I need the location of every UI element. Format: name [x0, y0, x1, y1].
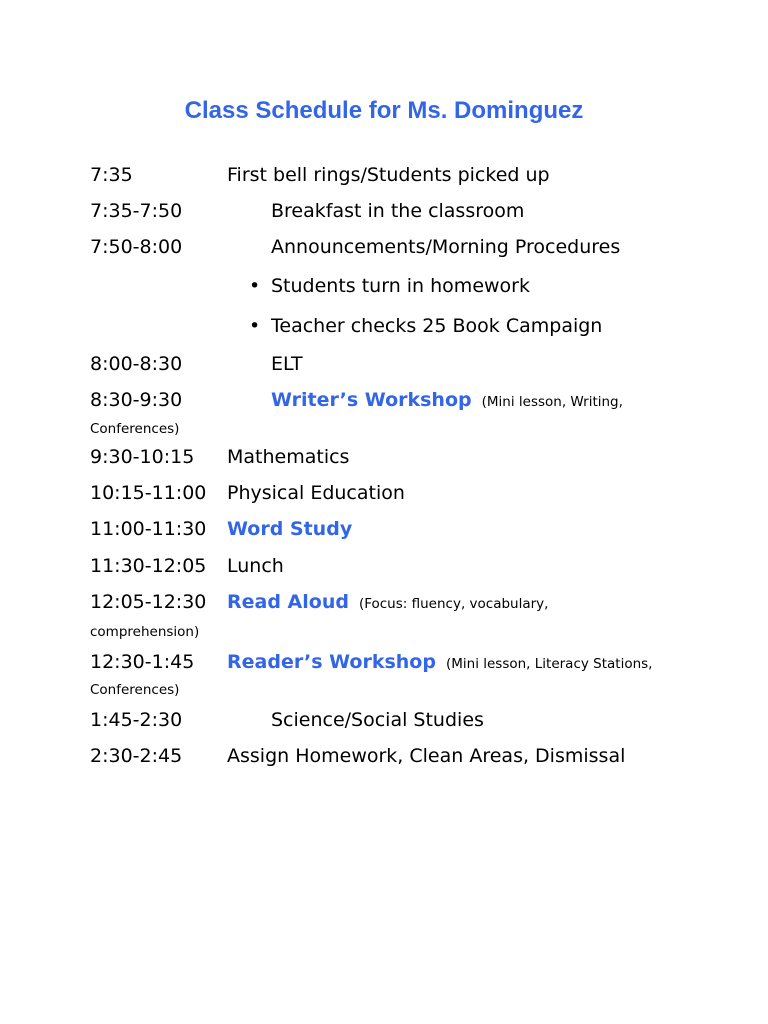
- activity-note-continued: Conferences): [90, 682, 180, 698]
- bullet-text: Students turn in homework: [271, 275, 530, 297]
- time-slot: 2:30-2:45: [90, 745, 183, 767]
- time-slot: 7:35: [90, 164, 133, 186]
- schedule-row: [0, 351, 768, 377]
- schedule-row: [0, 589, 768, 615]
- activity: Read Aloud: [227, 591, 349, 613]
- schedule-row: [0, 162, 768, 188]
- time-slot: 12:30-1:45: [90, 651, 195, 673]
- schedule-row: [0, 649, 768, 675]
- bullet-icon: •: [249, 275, 261, 297]
- time-slot: 9:30-10:15: [90, 446, 195, 468]
- activity: Mathematics: [227, 446, 350, 468]
- time-slot: 1:45-2:30: [90, 709, 183, 731]
- activity: Science/Social Studies: [271, 709, 484, 731]
- bullet-icon: •: [249, 315, 261, 337]
- time-slot: 11:30-12:05: [90, 555, 207, 577]
- activity-note-continued: Conferences): [90, 421, 180, 437]
- schedule-row: [0, 707, 768, 733]
- activity-note-continued: comprehension): [90, 624, 200, 640]
- bullet-item: [0, 313, 768, 339]
- schedule-row: [0, 387, 768, 413]
- activity: ELT: [271, 353, 303, 375]
- schedule-row: [0, 553, 768, 579]
- activity: First bell rings/Students picked up: [227, 164, 550, 186]
- activity: Breakfast in the classroom: [271, 200, 525, 222]
- schedule-row: [0, 198, 768, 224]
- time-slot: 12:05-12:30: [90, 591, 207, 613]
- time-slot: 7:35-7:50: [90, 200, 183, 222]
- activity: Word Study: [227, 518, 353, 540]
- bullet-item: [0, 273, 768, 299]
- activity: Assign Homework, Clean Areas, Dismissal: [227, 745, 626, 767]
- schedule-row: [0, 444, 768, 470]
- activity-note: (Focus: fluency, vocabulary,: [358, 596, 549, 612]
- time-slot: 7:50-8:00: [90, 236, 183, 258]
- activity: Physical Education: [227, 482, 405, 504]
- activity-note: (Mini lesson, Writing,: [481, 394, 623, 410]
- activity-note: (Mini lesson, Literacy Stations,: [445, 656, 653, 672]
- activity: Announcements/Morning Procedures: [271, 236, 621, 258]
- activity: Reader’s Workshop: [227, 651, 436, 673]
- time-slot: 11:00-11:30: [90, 518, 207, 540]
- page-title: Class Schedule for Ms. Dominguez: [184, 97, 584, 124]
- schedule-row: [0, 743, 768, 769]
- time-slot: 8:30-9:30: [90, 389, 183, 411]
- activity: Lunch: [227, 555, 284, 577]
- schedule-row: [0, 516, 768, 542]
- time-slot: 8:00-8:30: [90, 353, 183, 375]
- activity: Writer’s Workshop: [271, 389, 472, 411]
- schedule-row: [0, 234, 768, 260]
- schedule-row: [0, 480, 768, 506]
- bullet-text: Teacher checks 25 Book Campaign: [271, 315, 603, 337]
- time-slot: 10:15-11:00: [90, 482, 207, 504]
